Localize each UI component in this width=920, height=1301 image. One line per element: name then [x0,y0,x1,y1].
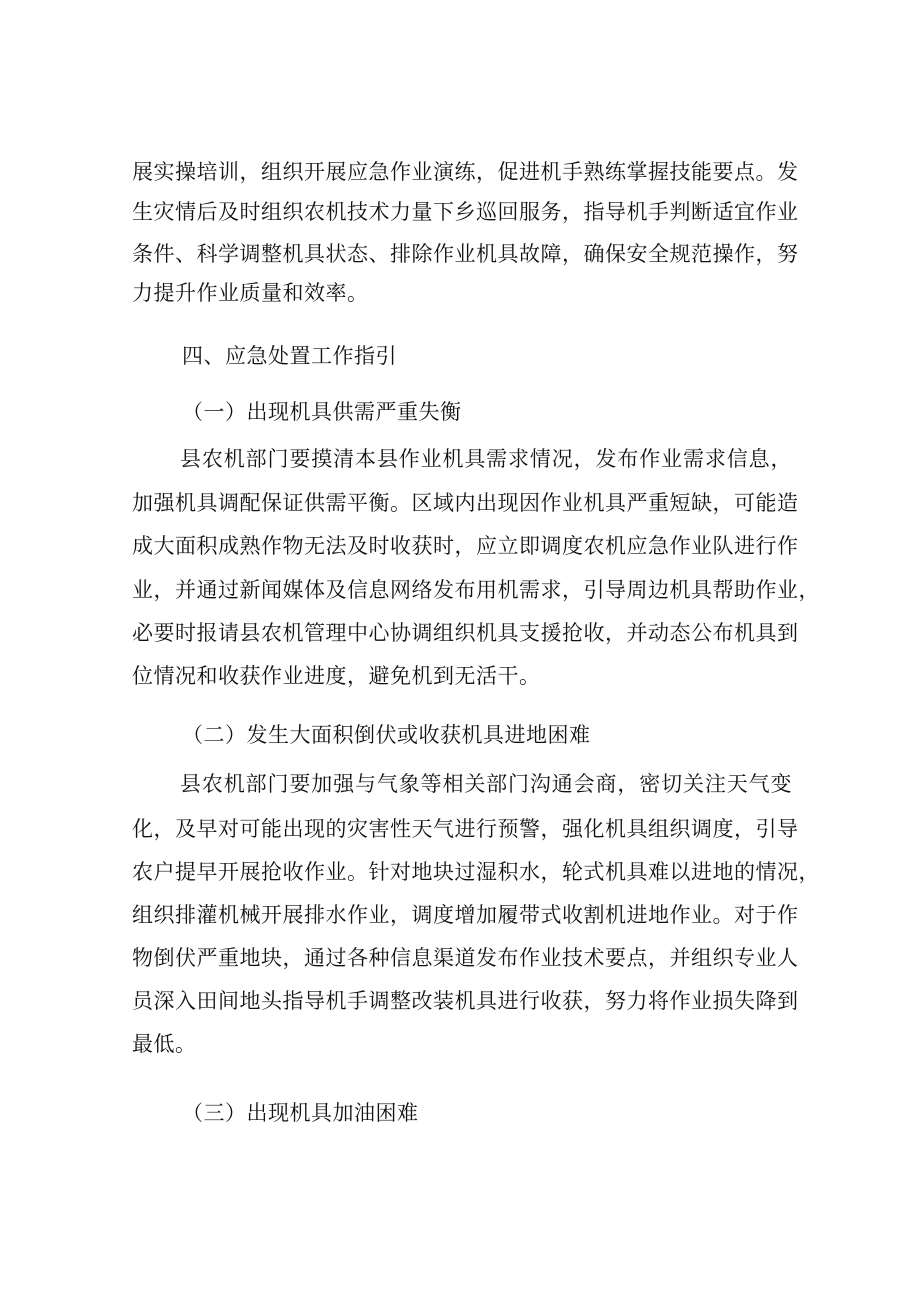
text-line: 必要时报请县农机管理中心协调组织机具支援抢收，并动态公布机具到 [132,621,799,645]
text-line: 组织排灌机械开展排水作业，调度增加履带式收割机进地作业。对于作 [132,903,799,927]
text-line: 加强机具调配保证供需平衡。区域内出现因作业机具严重短缺，可能造 [132,491,799,515]
text-line: 生灾情后及时组织农机技术力量下乡巡回服务，指导机手判断适宜作业 [132,200,799,224]
text-line: 成大面积成熟作物无法及时收获时，应立即调度农机应急作业队进行作 [132,534,799,558]
text-line: 县农机部门要加强与气象等相关部门沟通会商，密切关注天气变 [180,772,792,796]
subsection-heading: （二）发生大面积倒伏或收获机具进地困难 [182,723,591,747]
section-heading: 四、应急处置工作指引 [182,344,397,368]
text-line: 县农机部门要摸清本县作业机具需求情况，发布作业需求信息， [180,447,792,471]
text-line: 位情况和收获作业进度，避免机到无活干。 [132,664,541,688]
text-line: 条件、科学调整机具状态、排除作业机具故障，确保安全规范操作，努 [132,242,799,266]
text-line: 物倒伏严重地块，通过各种信息渠道发布作业技术要点，并组织专业人 [132,946,799,970]
text-line: 展实操培训，组织开展应急作业演练，促进机手熟练掌握技能要点。发 [132,160,799,184]
text-line: 业，并通过新闻媒体及信息网络发布用机需求，引导周边机具帮助作业， [132,578,820,602]
text-line: 农户提早开展抢收作业。针对地块过湿积水，轮式机具难以进地的情况， [132,860,820,884]
text-line: 员深入田间地头指导机手调整改装机具进行收获，努力将作业损失降到 [132,989,799,1013]
text-line: 力提升作业质量和效率。 [132,281,369,305]
text-line: 最低。 [132,1032,197,1056]
subsection-heading: （一）出现机具供需严重失衡 [182,400,462,424]
subsection-heading: （三）出现机具加油困难 [182,1101,419,1125]
text-line: 化，及早对可能出现的灾害性天气进行预警，强化机具组织调度，引导 [132,817,799,841]
